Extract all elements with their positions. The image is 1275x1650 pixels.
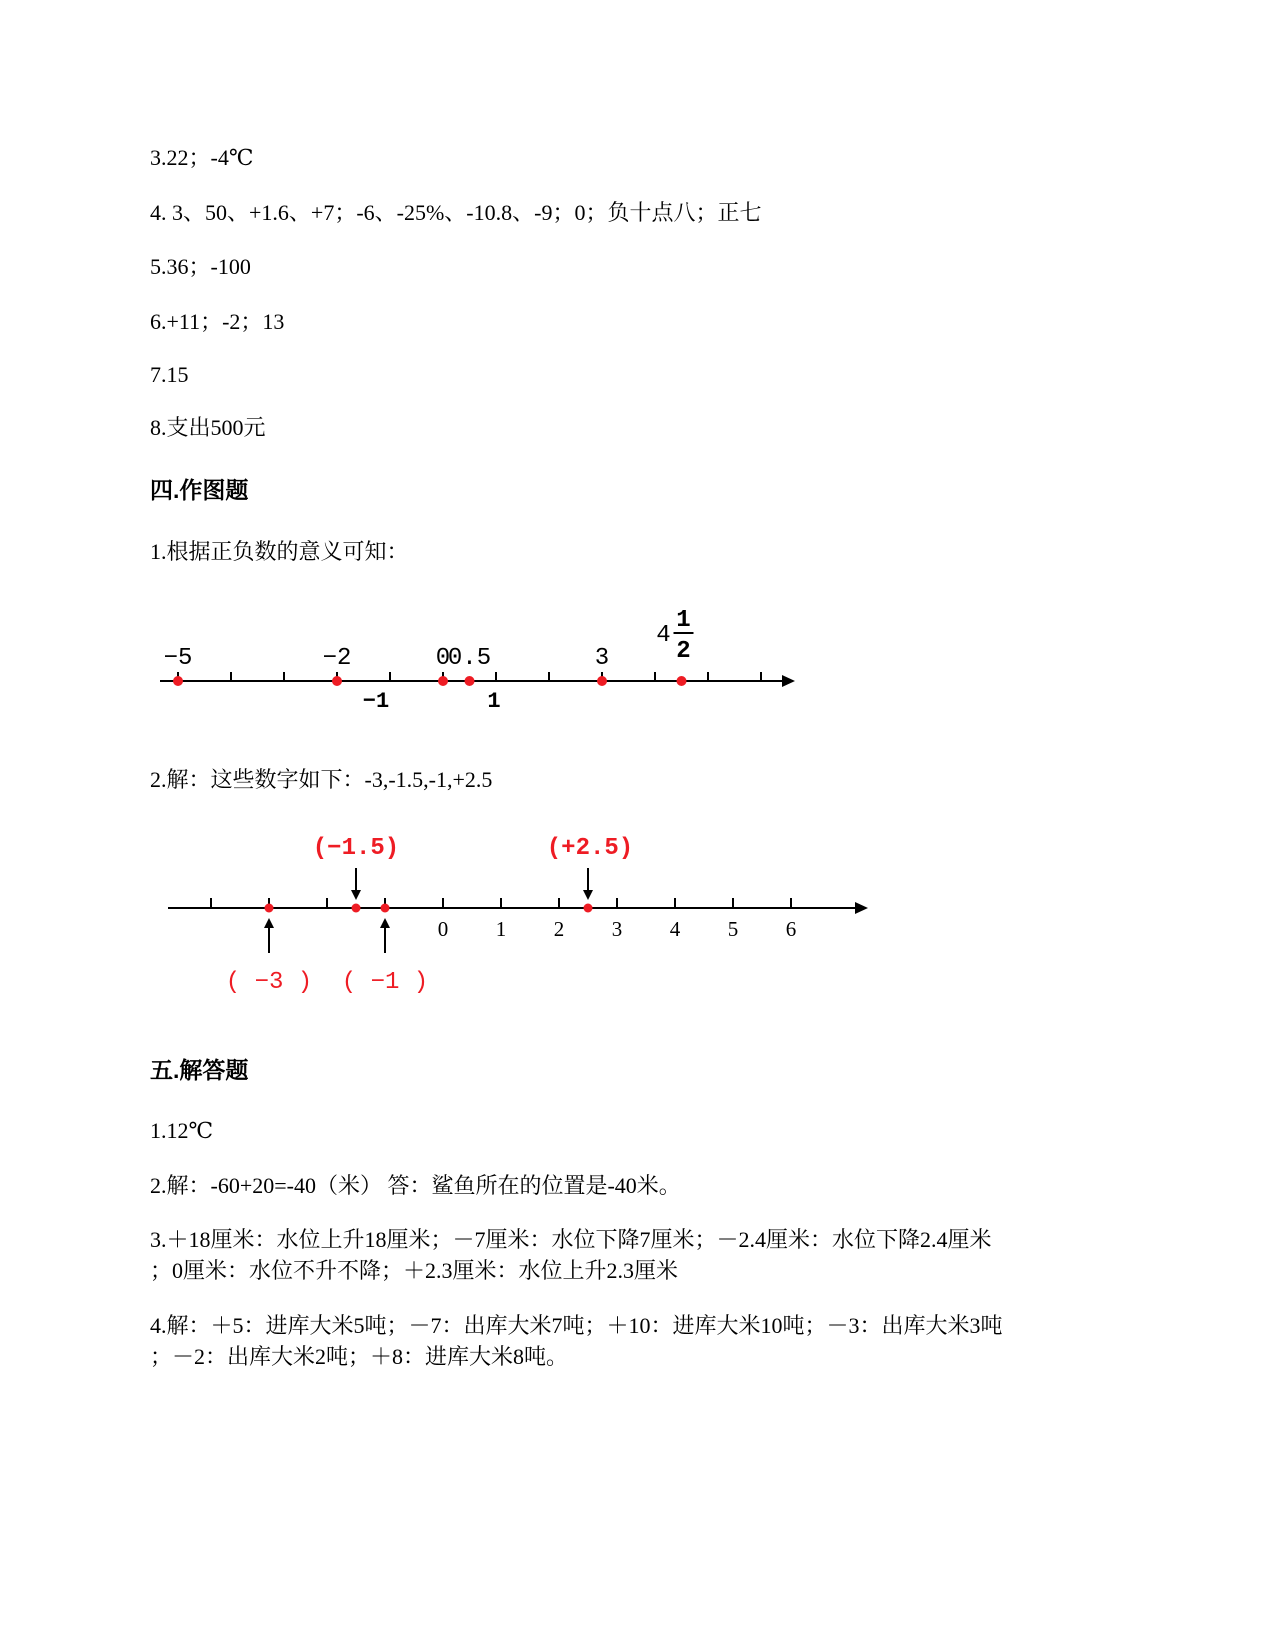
number-line-2-tick-label: 4	[669, 917, 681, 941]
number-line-2-tick-label: 5	[727, 917, 739, 941]
section-5-line-1: 1.12℃	[150, 1118, 214, 1143]
number-line-2-ticks	[211, 898, 791, 908]
section-5-line-2: 2.解：-60+20=-40（米） 答：鲨鱼所在的位置是-40米。	[150, 1173, 681, 1198]
number-line-1-point	[438, 676, 448, 686]
number-line-1-point-label: 4	[656, 622, 671, 649]
number-line-1-point-label: 0	[435, 645, 451, 672]
number-line-2	[0, 825, 1275, 1015]
number-line-1-point	[332, 676, 342, 686]
number-line-1-point	[677, 676, 687, 686]
number-line-1-axis	[160, 675, 795, 687]
number-line-1-point-label: −5	[163, 645, 193, 672]
number-line-2-tick-label: 2	[553, 917, 565, 941]
number-line-2-point	[381, 904, 390, 913]
number-line-2-annotation-below: ( −1 )	[341, 969, 429, 996]
section-4-heading: 四.作图题	[150, 477, 249, 503]
number-line-2-point	[584, 904, 593, 913]
section-5-line-3a: 3.＋18厘米：水位上升18厘米；－7厘米：水位下降7厘米；－2.4厘米：水位下降2.4厘米	[150, 1227, 992, 1252]
up-arrow-icon-head	[380, 918, 390, 928]
number-line-1-point-label: 3	[594, 645, 610, 672]
number-line-2-tick-label: 1	[495, 917, 507, 941]
number-line-1-point-label: −2	[322, 645, 352, 672]
number-line-1-labels	[164, 607, 694, 710]
number-line-1-tick-label: 1	[487, 689, 501, 710]
number-line-2-labels	[226, 835, 796, 996]
number-line-2-annotation-above: (+2.5)	[546, 835, 634, 862]
answer-line-8: 8.支出500元	[150, 415, 266, 440]
section-5-heading: 五.解答题	[150, 1057, 249, 1083]
answer-line-7: 7.15	[150, 362, 189, 387]
number-line-2-point	[265, 904, 274, 913]
number-line-1-fraction-numerator: 1	[676, 607, 691, 634]
section-4-question-1: 1.根据正负数的意义可知：	[150, 539, 409, 564]
number-line-1-fraction-denominator: 2	[676, 638, 691, 665]
section-5-line-3b: ；0厘米：水位不升不降；＋2.3厘米：水位上升2.3厘米	[150, 1258, 679, 1283]
number-line-2-tick-label: 0	[437, 917, 449, 941]
number-line-2-annotation-below: ( −3 )	[225, 969, 313, 996]
answer-line-5: 5.36；-100	[150, 254, 251, 279]
number-line-2-tick-label: 3	[611, 917, 623, 941]
number-line-2-point	[352, 904, 361, 913]
down-arrow-icon-head	[351, 890, 361, 900]
section-5-line-4b: ；－2：出库大米2吨；＋8：进库大米8吨。	[150, 1344, 569, 1369]
number-line-2-tick-label: 6	[785, 917, 797, 941]
answer-line-3: 3.22；-4℃	[150, 145, 254, 170]
section-4-question-2: 2.解：这些数字如下：-3,-1.5,-1,+2.5	[150, 767, 493, 792]
down-arrow-icon-head	[583, 890, 593, 900]
number-line-1-point	[173, 676, 183, 686]
section-5-line-4a: 4.解：＋5：进库大米5吨；－7：出库大米7吨；＋10：进库大米10吨；－3：出库大米3吨	[150, 1313, 1003, 1338]
number-line-1	[0, 600, 1275, 710]
number-line-1-point-label: 0.5	[447, 645, 492, 672]
answer-line-4: 4. 3、50、+1.6、+7；-6、-25%、-10.8、-9；0；负十点八；正七	[150, 200, 762, 225]
up-arrow-icon-head	[264, 918, 274, 928]
number-line-1-point	[465, 676, 475, 686]
number-line-1-tick-label: −1	[362, 689, 390, 710]
number-line-1-point	[597, 676, 607, 686]
answer-line-6: 6.+11；-2；13	[150, 309, 285, 334]
number-line-2-annotation-above: (−1.5)	[312, 835, 400, 862]
